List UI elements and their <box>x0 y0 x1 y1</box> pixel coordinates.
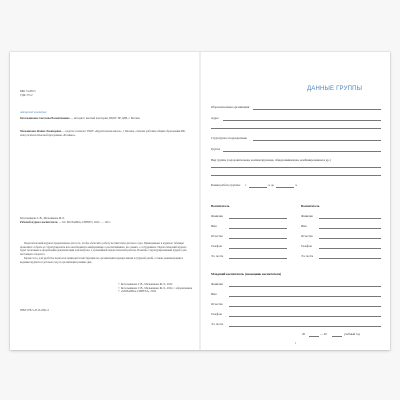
classification-codes <box>20 90 36 97</box>
author-entry <box>20 130 188 137</box>
structural-unit-label: Структурное подразделение <box>211 136 247 140</box>
junior-name-label: Имя <box>211 292 217 296</box>
educator-1-phone-line[interactable] <box>229 248 287 249</box>
address-line-2[interactable] <box>211 128 381 129</box>
address-label: Адрес <box>211 116 219 120</box>
educator-1-label: Воспитатель <box>211 204 230 208</box>
schedule-from-line[interactable] <box>249 187 267 188</box>
educator-2-label: Воспитатель <box>301 204 320 208</box>
bibliographic-record <box>20 217 188 224</box>
year-suffix: учебный год <box>344 332 360 336</box>
left-page <box>10 52 199 350</box>
educator-2-name-label: Имя <box>301 224 307 228</box>
page-number: 1 <box>295 341 297 345</box>
educator-1-surname-label: Фамилия <box>211 214 223 218</box>
authors-heading: Авторский коллектив: <box>20 111 47 114</box>
copyright-line: © Котельникова С.В., Мельникова Ж.Л., 2022 <box>118 283 173 286</box>
group-label: Группа <box>211 147 221 151</box>
annotation-paragraph: Педагогический журнал предназначен для того, чтобы облегчить работу воспитателя детского сада. Приведенные в журнале таблицы позволяют собрать и структурировать всю необходимую информацию о воспитанниках, их семьях, о сотрудниках. Педагогический журнал будет полезным в оформлении документации для выпуска, а дальнейшей педагогической работы. Понятно структурированный журнал для настоящего педагога. <box>20 242 187 256</box>
educator-2-surname-line[interactable] <box>319 218 381 219</box>
copyright-line: © Котельникова С.В., Мельникова Ж.Л., 2022, с оформлением <box>118 286 193 290</box>
educator-2-name-line[interactable] <box>319 228 381 229</box>
educator-2-patronymic-line[interactable] <box>319 238 381 239</box>
junior-surname-label: Фамилия <box>211 282 223 286</box>
educator-1-email-line[interactable] <box>229 258 287 259</box>
schedule-from: с <box>245 183 247 187</box>
educator-2-patronymic-label: Отчество <box>301 234 313 238</box>
educator-1-email-label: Эл. почта <box>211 254 224 258</box>
junior-phone-line[interactable] <box>229 316 381 317</box>
schedule-suffix: ч. <box>295 183 298 187</box>
educator-1-phone-label: Телефон <box>211 244 222 248</box>
educator-1-patronymic-label: Отчество <box>211 234 223 238</box>
educator-1-surname-line[interactable] <box>229 218 287 219</box>
educator-1-name-line[interactable] <box>229 228 287 229</box>
udk-code: УДК 373.2 <box>20 93 33 97</box>
right-page <box>201 52 390 350</box>
junior-patronymic-label: Отчество <box>211 302 223 306</box>
year-prefix: 20 <box>302 332 305 336</box>
author-name: Котельникова Светлана Валентиновна <box>20 117 70 120</box>
educator-2-phone-line[interactable] <box>319 248 381 249</box>
year-mid: — 20 <box>320 332 327 336</box>
educator-2-email-line[interactable] <box>319 258 381 259</box>
org-label: Образовательная организация <box>211 105 250 109</box>
author-entry <box>20 117 188 121</box>
schedule-to-line[interactable] <box>276 187 294 188</box>
junior-surname-line[interactable] <box>229 286 381 287</box>
author-name: Мельникова Жанна Леонидовна <box>20 130 62 133</box>
annotation <box>20 242 188 266</box>
biblio-title: Рабочий журнал воспитателя. <box>20 220 59 224</box>
biblio-authors: Котельникова С.В., Мельникова Ж.Л. <box>20 217 65 220</box>
junior-email-line[interactable] <box>229 326 381 327</box>
org-line[interactable] <box>253 109 381 110</box>
junior-phone-label: Телефон <box>211 312 222 316</box>
educator-2-phone-label: Телефон <box>301 244 312 248</box>
educator-1-name-label: Имя <box>211 224 217 228</box>
educator-1-patronymic-line[interactable] <box>229 238 287 239</box>
annotation-paragraph: Кроме того, для удобства педагогов приводятся инструкции по организации порядка жизни и трудной детей, а также рекомендации в ведении журнала в детском саду и организации режима дня. <box>20 257 183 264</box>
structural-unit-line[interactable] <box>253 140 381 141</box>
group-type-line[interactable] <box>211 167 381 168</box>
isbn: ISBN 978-5-4315-2661-5 <box>20 309 49 312</box>
page-title: ДАННЫЕ ГРУППЫ <box>307 86 363 92</box>
address-line[interactable] <box>223 120 381 121</box>
group-type-label: Вид группы (оздоровительная, компенсирующая, общеразвивающая, комбинированная и др.) <box>211 158 331 162</box>
year-end-line[interactable] <box>332 336 342 337</box>
copyright-line: © «МОЗАИКА-СИНТЕЗ», 2022 <box>118 290 157 294</box>
group-line[interactable] <box>223 151 381 152</box>
junior-email-label: Эл. почта <box>211 322 224 326</box>
bbk-code: ББК 74.200.5 <box>20 90 36 93</box>
educator-2-surname-label: Фамилия <box>301 214 313 218</box>
junior-educator-label: Младший воспитатель (помощник воспитателя) <box>211 272 282 276</box>
schedule-to: ч. до <box>268 183 275 187</box>
author-description: — педагог-психолог ГБОУ «Курчатовская школа», г. Москва, отмечен рабочим общим образования РФ, автор психологической программы «Росинка». <box>20 130 186 137</box>
year-start-line[interactable] <box>309 336 319 337</box>
biblio-imprint: — М.: МОЗАИКА-СИНТЕЗ, 2022. — 120 с. <box>58 220 112 224</box>
author-description: — методист, высшей категории, ПКОУ ЛР ДЛВ, г. Москва <box>69 117 140 120</box>
schedule-prefix: Режим работы группы: <box>211 183 241 187</box>
copyright-block <box>118 283 194 294</box>
group-type-line-2[interactable] <box>211 175 381 176</box>
book-spread <box>10 52 390 350</box>
junior-name-line[interactable] <box>229 296 381 297</box>
junior-patronymic-line[interactable] <box>229 306 381 307</box>
educator-2-email-label: Эл. почта <box>301 254 314 258</box>
